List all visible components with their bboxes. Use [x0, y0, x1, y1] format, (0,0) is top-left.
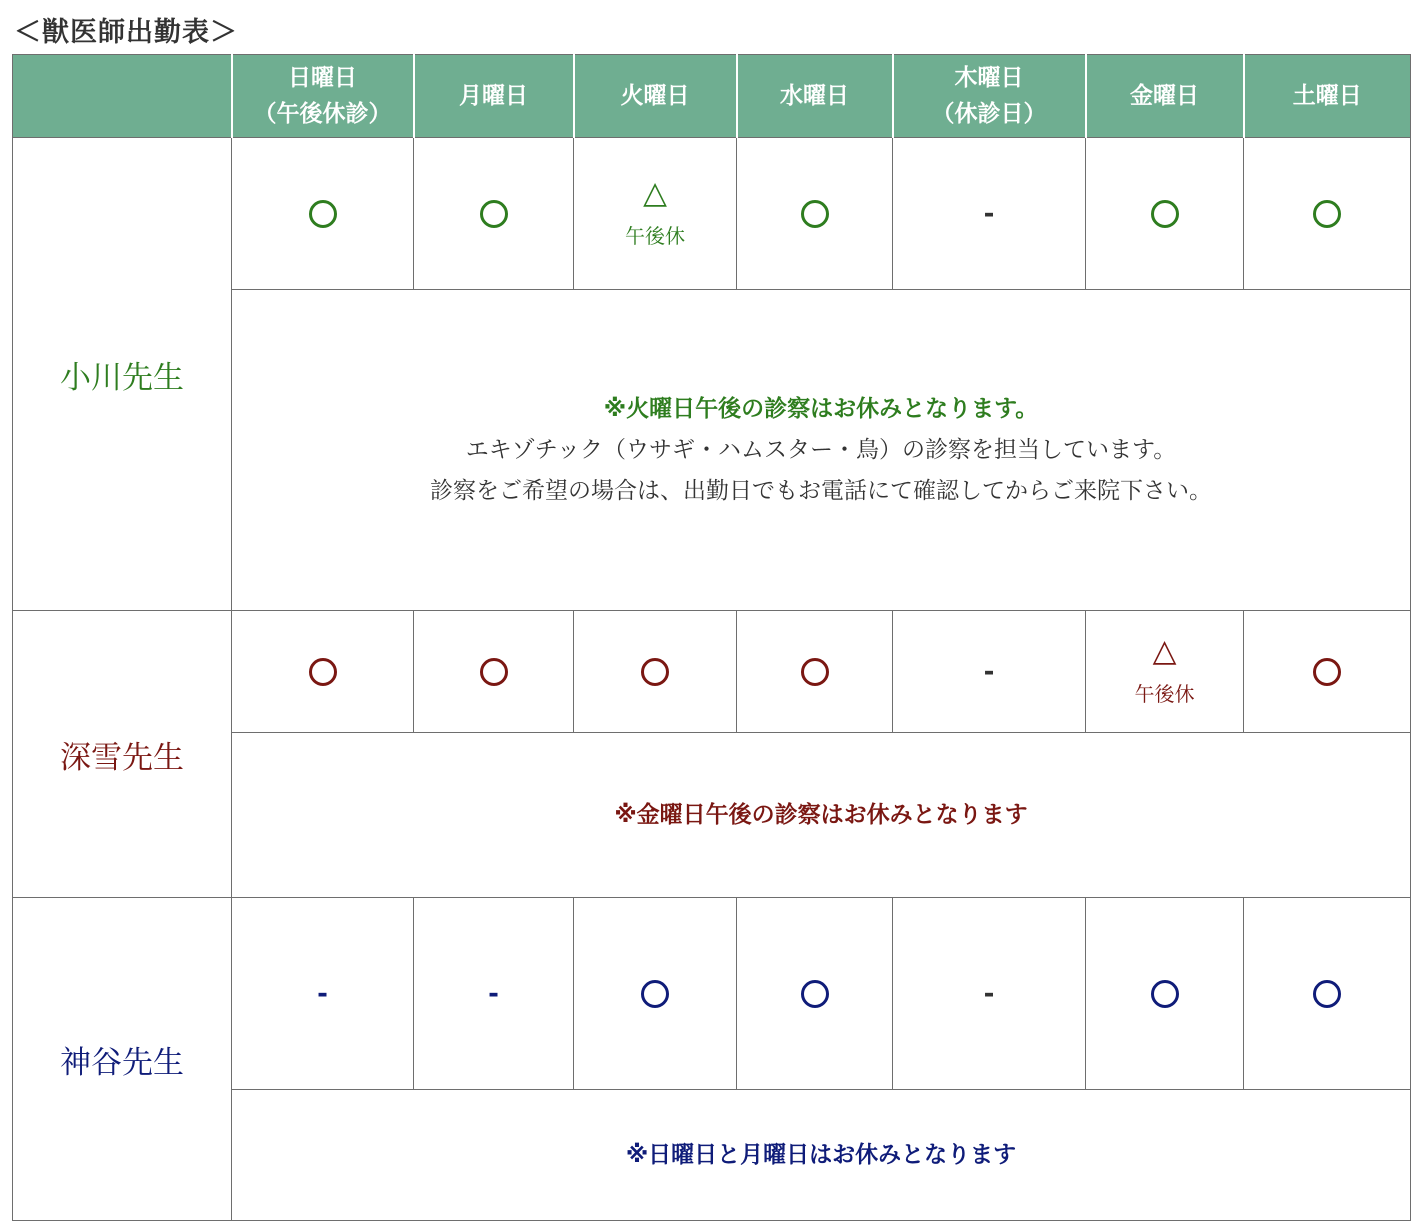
header-day-wed — [737, 55, 893, 138]
schedule-cell — [414, 138, 574, 290]
available-mark — [480, 200, 508, 228]
schedule-cell — [1244, 898, 1411, 1090]
doctor-name: 小川先生 — [13, 138, 232, 611]
header-day-thu — [893, 55, 1086, 138]
schedule-cell — [574, 898, 737, 1090]
available-mark — [309, 658, 337, 686]
doctor-note — [232, 290, 1411, 611]
schedule-cell — [1086, 138, 1244, 290]
schedule-cell — [893, 898, 1086, 1090]
header-day-label: 金曜日 — [1130, 83, 1199, 109]
header-day-label: 土曜日 — [1292, 83, 1362, 109]
mark-subtext: 午後休 — [1134, 682, 1195, 706]
schedule-cell — [414, 898, 574, 1090]
schedule-cell — [232, 898, 414, 1090]
doctor-row-kamiya-marks — [13, 898, 1411, 1090]
schedule-cell — [414, 611, 574, 733]
available-mark — [1151, 980, 1179, 1008]
note-line: ※金曜日午後の診察はお休みとなります — [614, 801, 1028, 828]
unavailable-mark: - — [488, 978, 499, 1009]
doctor-row-ogawa-marks — [13, 138, 1411, 290]
unavailable-mark: - — [317, 978, 328, 1009]
note-line: ※火曜日午後の診察はお休みとなります。 — [603, 395, 1039, 422]
schedule-cell — [574, 138, 737, 290]
header-day-tue — [574, 55, 737, 138]
header-day-label: 水曜日 — [780, 83, 849, 109]
available-mark — [641, 980, 669, 1008]
header-day-label: 火曜日 — [620, 83, 690, 109]
available-mark — [801, 658, 829, 686]
schedule-cell — [232, 138, 414, 290]
schedule-cell — [737, 138, 893, 290]
header-day-label: 日曜日 — [288, 65, 357, 91]
header-day-sun — [232, 55, 414, 138]
available-mark — [801, 980, 829, 1008]
schedule-cell — [1244, 611, 1411, 733]
schedule-cell — [737, 898, 893, 1090]
schedule-cell — [1086, 611, 1244, 733]
partial-mark: △ — [1152, 633, 1177, 669]
note-line: ※日曜日と月曜日はお休みとなります — [625, 1141, 1017, 1168]
schedule-cell — [893, 611, 1086, 733]
note-line: エキゾチック（ウサギ・ハムスター・鳥）の診察を担当しています。 — [465, 436, 1177, 463]
schedule-cell — [1086, 898, 1244, 1090]
schedule-cell — [893, 138, 1086, 290]
page-title: ＜獣医師出勤表＞ — [14, 17, 238, 48]
available-mark — [1313, 200, 1341, 228]
doctor-name: 神谷先生 — [13, 898, 232, 1221]
attendance-table — [12, 54, 1411, 1221]
header-day-label: 月曜日 — [459, 83, 528, 109]
available-mark — [1313, 658, 1341, 686]
schedule-cell — [574, 611, 737, 733]
mark-subtext: 午後休 — [625, 224, 685, 248]
header-corner — [13, 55, 232, 138]
schedule-cell — [232, 611, 414, 733]
doctor-note — [232, 733, 1411, 898]
partial-mark: △ — [643, 175, 667, 211]
header-day-sat — [1244, 55, 1411, 138]
available-mark — [641, 658, 669, 686]
header-day-fri — [1086, 55, 1244, 138]
available-mark — [1151, 200, 1179, 228]
header-day-note: （午後休診） — [253, 101, 392, 127]
unavailable-mark: - — [983, 198, 995, 229]
doctor-note — [232, 1090, 1411, 1221]
schedule-cell — [737, 611, 893, 733]
header-day-note: （休診日） — [931, 101, 1047, 127]
unavailable-mark: - — [983, 978, 995, 1009]
available-mark — [480, 658, 508, 686]
header-day-mon — [414, 55, 574, 138]
available-mark — [309, 200, 337, 228]
available-mark — [1313, 980, 1341, 1008]
available-mark — [801, 200, 829, 228]
doctor-row-miyuki-marks — [13, 611, 1411, 733]
header-row — [13, 55, 1411, 138]
doctor-name: 深雪先生 — [13, 611, 232, 898]
schedule-cell — [1244, 138, 1411, 290]
note-line: 診察をご希望の場合は、出勤日でもお電話にて確認してからご来院下さい。 — [430, 477, 1212, 504]
unavailable-mark: - — [983, 656, 995, 687]
header-day-label: 木曜日 — [954, 65, 1024, 91]
